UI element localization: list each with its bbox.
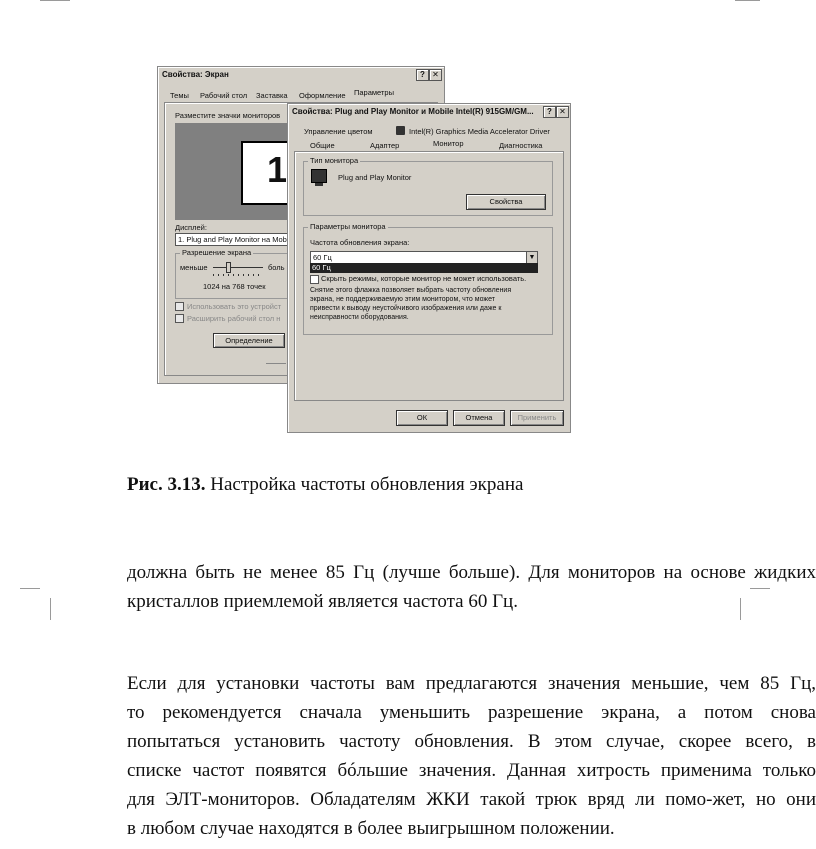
properties-button[interactable]: Свойства: [466, 194, 546, 210]
dropdown-option-selected[interactable]: [310, 263, 538, 273]
paragraph-line: для ЭЛТ-мониторов. Обладателям ЖКИ такой трюк вряд ли помо-жет, но они: [127, 789, 816, 810]
paragraph-line: Если для установки частоты вам предлагаются значения меньшие, чем 85 Гц,: [127, 673, 816, 694]
help-button[interactable]: ?: [543, 106, 556, 118]
warning-line-1: Снятие этого флажка позволяет выбрать частоту обновления: [310, 287, 512, 294]
monitor-name: Plug and Play Monitor: [338, 173, 412, 182]
crop-mark-left-h: [20, 588, 40, 589]
tab-monitor[interactable]: Монитор: [433, 139, 464, 148]
warning-line-4: неисправности оборудования.: [310, 314, 409, 321]
primary-checkbox[interactable]: [175, 302, 184, 311]
paragraph-line: списке частот появятся бóльшие значения. Данная хитрость применима только: [127, 760, 816, 781]
resolution-value: 1024 на 768 точек: [203, 282, 266, 291]
tab-intel-driver[interactable]: Intel(R) Graphics Media Accelerator Driver: [409, 127, 550, 136]
monitor-dialog-title: Свойства: Plug and Play Monitor и Mobile Intel(R) 915GM/GM...: [292, 107, 534, 116]
paragraph-line: в любом случае находятся в более выигрышном положении.: [127, 818, 615, 839]
monitor-properties-dialog: [287, 103, 571, 433]
extend-checkbox-label: Расширить рабочий стол н: [187, 314, 281, 323]
cancel-button[interactable]: Отмена: [453, 410, 505, 426]
paragraph-line: то рекомендуется сначала уменьшить разрешение экрана, а потом снова: [127, 702, 816, 723]
display-select[interactable]: 1. Plug and Play Monitor на Mob: [175, 233, 297, 246]
figure-caption-text: Настройка частоты обновления экрана: [205, 474, 524, 495]
monitor-settings-group-title: Параметры монитора: [310, 222, 386, 231]
primary-checkbox-label: Использовать это устройст: [187, 302, 282, 311]
chevron-down-icon[interactable]: ▼: [526, 252, 537, 263]
help-button[interactable]: ?: [416, 69, 429, 81]
slider-ticks: [213, 274, 263, 276]
resolution-slider[interactable]: [213, 267, 263, 268]
tab-screensaver[interactable]: Заставка: [256, 91, 288, 100]
ok-button[interactable]: ОК: [396, 410, 448, 426]
identify-button[interactable]: Определение: [213, 333, 285, 348]
dropdown-option-label: 60 Гц: [312, 263, 331, 272]
resolution-slider-thumb[interactable]: [226, 262, 231, 273]
driver-icon: [396, 126, 405, 135]
resolution-group: [175, 248, 297, 299]
drag-hint: Разместите значки мониторов: [175, 111, 281, 120]
tab-appearance[interactable]: Оформление: [299, 91, 346, 100]
figure-caption: [127, 474, 523, 496]
monitor-number: 1: [267, 149, 288, 190]
resolution-group-title: Разрешение экрана: [182, 248, 252, 257]
crop-mark-top-right: [735, 0, 760, 1]
figure-caption-label: Рис. 3.13.: [127, 474, 206, 495]
monitor-icon: [311, 169, 327, 183]
tab-color-management[interactable]: Управление цветом: [304, 127, 373, 136]
hidden-button-edge: [266, 363, 286, 364]
warning-line-3: привести к выводу неустойчивого изображения или даже к: [310, 305, 502, 312]
more-label: боль: [268, 263, 285, 272]
display-dialog-title: Свойства: Экран: [162, 70, 229, 79]
hide-modes-label: Скрыть режимы, которые монитор не может использовать.: [321, 274, 527, 283]
extend-checkbox[interactable]: [175, 314, 184, 323]
apply-button[interactable]: Применить: [510, 410, 564, 426]
tab-themes[interactable]: Темы: [170, 91, 189, 100]
crop-mark-left-v: [50, 598, 51, 620]
paragraph-line: кристаллов приемлемой является частота 60 Гц.: [127, 591, 518, 612]
monitor-type-group-title: Тип монитора: [310, 156, 359, 165]
monitor-preview[interactable]: [175, 123, 295, 220]
paragraph-advice: [127, 669, 816, 843]
refresh-rate-value: 60 Гц: [313, 253, 332, 262]
tab-desktop[interactable]: Рабочий стол: [200, 91, 248, 100]
close-button[interactable]: ✕: [429, 69, 442, 81]
tab-general[interactable]: Общие: [310, 141, 335, 150]
close-button[interactable]: ✕: [556, 106, 569, 118]
paragraph-line: попытаться установить частоту обновления. В этом случае, скорее всего, в: [127, 731, 816, 752]
crop-mark-top-left: [40, 0, 70, 1]
refresh-rate-label: Частота обновления экрана:: [310, 238, 410, 247]
monitor-icon-stand: [315, 183, 323, 186]
warning-line-2: экрана, не поддерживаемую этим монитором, что может: [310, 296, 495, 303]
hide-modes-checkbox[interactable]: [310, 275, 319, 284]
tab-diagnostics[interactable]: Диагностика: [499, 141, 543, 150]
tab-settings[interactable]: Параметры: [354, 88, 394, 97]
less-label: меньше: [180, 263, 208, 272]
paragraph-refresh-rate: [127, 558, 816, 616]
paragraph-line: должна быть не менее 85 Гц (лучше больше). Для мониторов на основе жидких: [127, 562, 816, 583]
display-label: Дисплей:: [175, 223, 207, 232]
tab-adapter[interactable]: Адаптер: [370, 141, 400, 150]
